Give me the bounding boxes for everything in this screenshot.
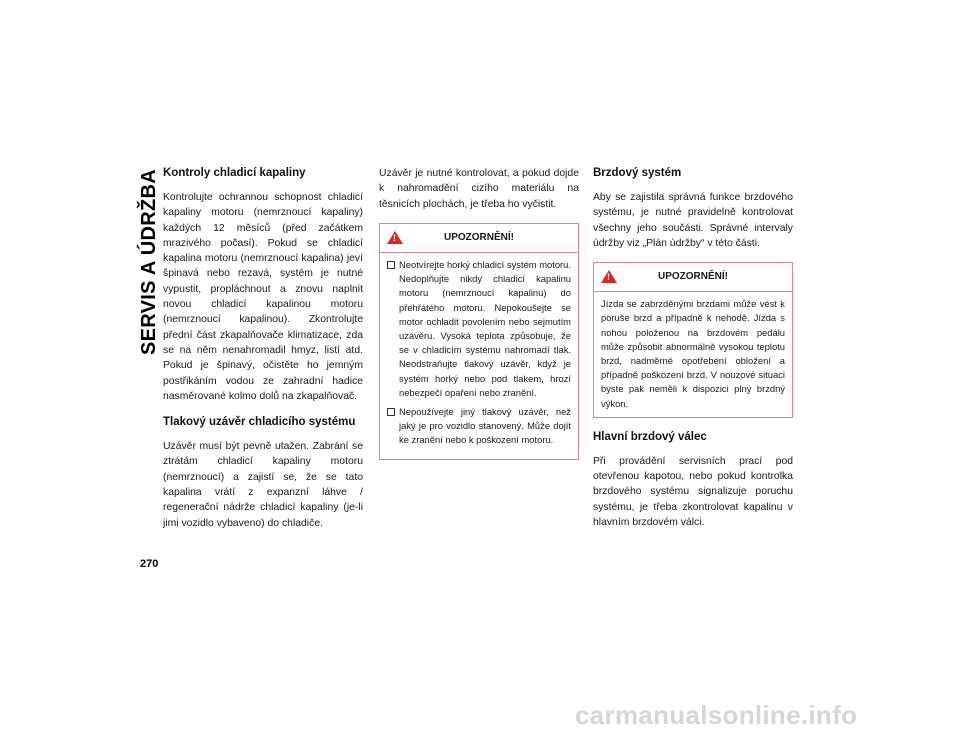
warning-item — [387, 405, 571, 448]
paragraph-coolant-checks: Kontrolujte ochrannou schopnost chladicí kapaliny motoru (nemrznoucí kapaliny) každých 12 měsíců (před začátkem mrazivého počasí). Pokud se chladicí kapalina motoru (nemrznoucí kapalina) jeví špinavá nebo rezavá, systém je nutné vypustit, propláchnout a znovu naplnit novou chladicí kapalinou motoru (nemrznoucí kapalinou). Zkontrolujte přední část zkapalňovače klimatizace, zda se na něm nenahromadil hmyz, listí atd. Pokud je špinavý, očistěte ho jemným postřikáním vodou ze zahradní hadice nasměrované kolmo dolů na zkapalňovač. — [163, 192, 363, 402]
column-2 — [379, 166, 579, 472]
warning-body — [594, 292, 792, 417]
heading-master-cylinder: Hlavní brzdový válec — [593, 430, 707, 443]
warning-header — [594, 263, 792, 292]
heading-coolant-checks: Kontroly chladicí kapaliny — [163, 167, 306, 179]
paragraph-master-cylinder: Při provádění servisních prací pod otevřenou kapotou, nebo pokud kontrolka brzdového systému signalizuje poruchu systému, je třeba zkontrolovat kapalinu v hlavním brzdovém válci. — [593, 455, 793, 528]
section-title: SERVIS A ÚDRŽBA — [138, 169, 160, 356]
heading-brake-system: Brzdový systém — [593, 167, 682, 179]
column-1 — [163, 166, 363, 542]
checkbox-bullet-icon — [387, 408, 395, 416]
warning-box-brakes — [593, 262, 793, 418]
page-number: 270 — [140, 558, 159, 570]
warning-triangle-icon — [601, 270, 617, 283]
warning-triangle-icon — [387, 231, 403, 244]
paragraph-pressure-cap: Uzávěr musí být pevně utažen. Zabrání se ztrátám chladicí kapaliny motoru (nemrznoucí) a zajistí se, že se tato kapalina vrátí z expanzní láhve / regenerační nádrže chladicí kapaliny (je-li jimi vozidlo vybaveno) do chladiče. — [163, 441, 363, 529]
paragraph-cap-inspection: Uzávěr je nutné kontrolovat, a pokud dojde k nahromadění cizího materiálu na těsnicích plochách, je třeba ho vyčistit. — [379, 168, 579, 210]
warning-box-cooling — [379, 223, 579, 460]
warning-text: Jízda se zabrzděnými brzdami může vést k poruše brzd a případně k nehodě. Jízda s nohou položenou na brzdovém pedálu může způsobit abnormálně vysokou teplotu brzd, nadměrné opotřebení obložení a případně poškození brzd. V nouzové situaci byste pak neměli k dispozici plný brzdný výkon. — [601, 298, 785, 409]
warning-header — [380, 224, 578, 253]
paragraph-brake-system: Aby se zajistila správná funkce brzdového systému, je nutné pravidelně kontrolovat všechny jeho součásti. Správné intervaly údržby viz „Plán údržby“ v této části. — [593, 192, 793, 249]
heading-pressure-cap: Tlakový uzávěr chladicího systému — [163, 416, 356, 429]
checkbox-bullet-icon — [387, 261, 395, 269]
warning-item — [387, 258, 571, 400]
warning-body — [380, 253, 578, 459]
warning-item-text: Nepoužívejte jiný tlakový uzávěr, než jaký je pro vozidlo stanovený. Může dojít ke zranění nebo k poškození motoru. — [399, 405, 571, 446]
watermark: carmanualsonline.info — [575, 700, 858, 730]
warning-title: UPOZORNĚNÍ! — [658, 271, 728, 283]
section-side-tab — [134, 162, 164, 362]
warning-title: UPOZORNĚNÍ! — [444, 231, 514, 243]
column-3 — [593, 166, 793, 541]
warning-item-text: Neotvírejte horký chladicí systém motoru. Nedoplňujte nikdy chladicí kapalinu motoru (nemrznoucí kapalinu) do přehřátého motoru. Nepokoušejte se motor ochladit povolením nebo sejmutím uzávěru. Vysoká teplota způsobuje, že se v chladicím systému nahromadí tlak. Neodstraňujte tlakový uzávěr, když je systém horký nebo pod tlakem, hrozí nebezpečí opaření nebo zranění. — [399, 258, 571, 398]
